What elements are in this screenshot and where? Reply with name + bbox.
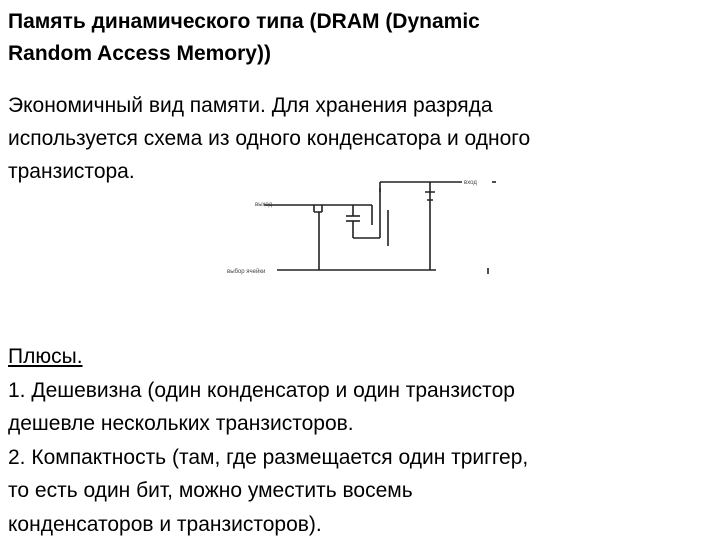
intro-line-1: Экономичный вид памяти. Для хранения разряда [8,89,718,122]
pros-item-2-line-3: конденсаторов и транзисторов). [8,508,720,541]
label-input: вход [464,180,477,186]
pros-item-2-line-2: то есть один бит, можно уместить восемь [8,474,720,508]
dram-cell-circuit-diagram [222,170,512,285]
pros-item-1-line-1: 1. Дешевизна (один конденсатор и один транзистор [8,374,720,408]
pros-item-2-line-1: 2. Компактность (там, где размещается один триггер, [8,441,720,475]
intro-line-3: транзистора. [8,155,718,188]
label-output: выход [255,202,273,208]
slide-title-line-2: Random Access Memory)) [8,38,708,70]
intro-line-2: используется схема из одного конденсатора и одного [8,122,718,155]
transistor-left-symbol [314,205,322,212]
pros-item-1-line-2: дешевле нескольких транзисторов. [8,407,720,441]
slide-title [8,6,708,70]
slide-title-line-1: Память динамического типа (DRAM (Dynamic [8,6,708,38]
label-select-cell: выбор ячейки [227,268,265,275]
pros-heading: Плюсы. [8,340,720,374]
pros-section [8,340,720,541]
